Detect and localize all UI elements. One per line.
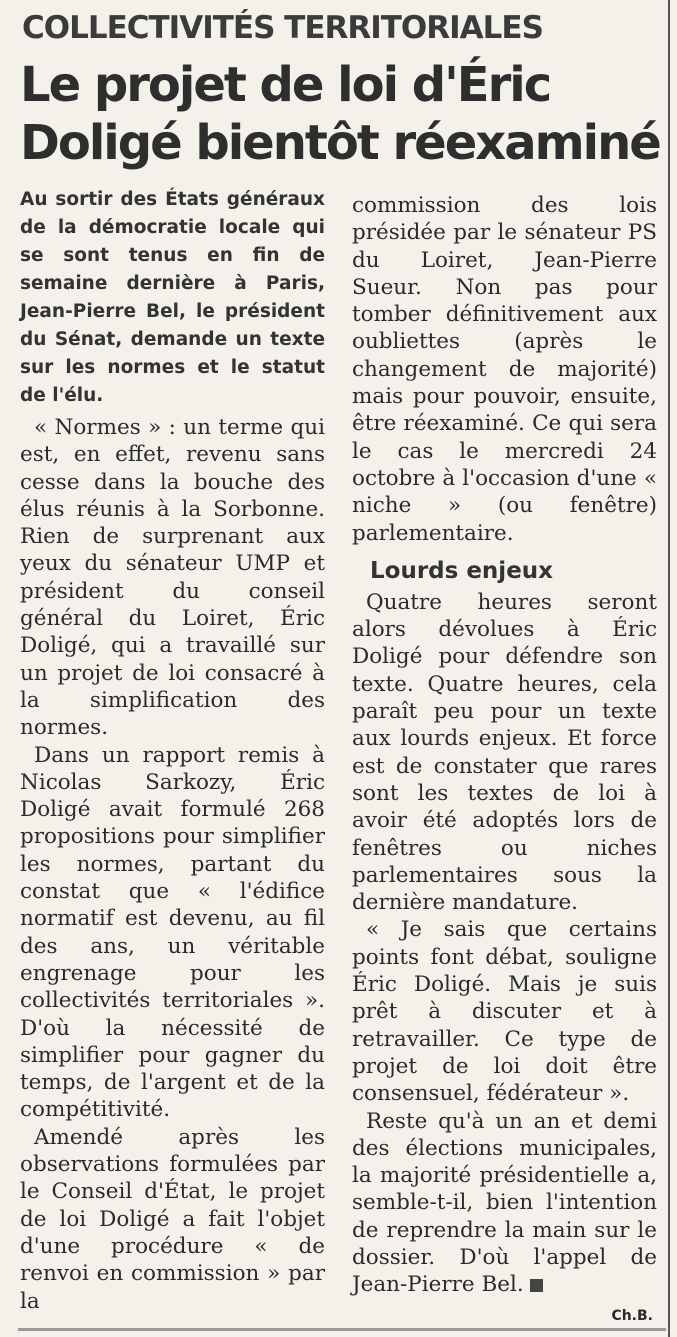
subheading: Lourds enjeux — [370, 557, 554, 584]
paragraph-commission: commission des lois présidée par le sénateur PS du Loiret, Jean-Pierre Sueur. Non pas pour tomber définitivement aux oubliettes (après le changement de majorité) mais pour pouvoir, ensuite, être réexaminé. Ce qui sera le cas le mercredi 24 octobre à l'occasion d'une « niche » (ou fenêtre) parlementaire. — [352, 193, 657, 546]
paragraph-quatre-heures: Quatre heures seront alors dévolues à Éric Doligé pour défendre son texte. Quatre heures, cela paraît peu pour un texte aux lourds enjeux. Et force est de constater que rares sont les textes de loi à avoir été adoptés lors de fenêtres ou niches parlementaires sous la dernière mandature. — [352, 589, 657, 916]
column-rule — [668, 0, 670, 1337]
article-headline: Le projet de loi d'Éric Doligé bientôt réexaminé — [20, 57, 660, 171]
bottom-rule — [18, 1328, 666, 1331]
paragraph-conclusion — [352, 1108, 657, 1299]
paragraph-quote: « Je sais que certains points font débat, souligne Éric Doligé. Mais je suis prêt à discuter et à retravailler. Ce type de projet de loi doit être consensuel, fédérateur ». — [352, 917, 657, 1107]
paragraph-rapport: Dans un rapport remis à Nicolas Sarkozy, Éric Doligé avait formulé 268 propositions pour simplifier les normes, partant du constat que « l'édifice normatif est devenu, au fil des ans, un véritable engrenage pour les collectivités territoriales ». D'où la nécessité de simplifier pour gagner du temps, de l'argent et de la compétitivité. — [20, 742, 325, 1123]
paragraph-amende: Amendé après les observations formulées par le Conseil d'État, le projet de loi Doligé a fait l'objet d'une procédure « de renvoi en commission » par la — [20, 1124, 325, 1314]
section-rubric: COLLECTIVITÉS TERRITORIALES — [22, 10, 543, 46]
paragraph-normes: « Normes » : un terme qui est, en effet, revenu sans cesse dans la bouche des élus réunis à la Sorbonne. Rien de surprenant aux yeux du sénateur UMP et président du conseil général du Loiret, Éric Doligé, qui a travaillé sur un projet de loi consacré à la simplification des normes. — [20, 415, 325, 741]
article-lead: Au sortir des États généraux de la démocratie locale qui se sont tenus en fin de semaine dernière à Paris, Jean-Pierre Bel, le président du Sénat, demande un texte sur les normes et le statut de l'élu. — [20, 189, 325, 406]
author-signature: Ch.B. — [611, 1308, 653, 1324]
right-column — [352, 192, 657, 1299]
conclusion-text: Reste qu'à un an et demi des élections municipales, la majorité présidentielle a, semble-t-il, bien l'intention de reprendre la main sur le dossier. D'où l'appel de Jean-Pierre Bel. — [352, 1108, 657, 1298]
end-mark-icon — [530, 1279, 543, 1292]
left-column — [20, 186, 325, 1315]
